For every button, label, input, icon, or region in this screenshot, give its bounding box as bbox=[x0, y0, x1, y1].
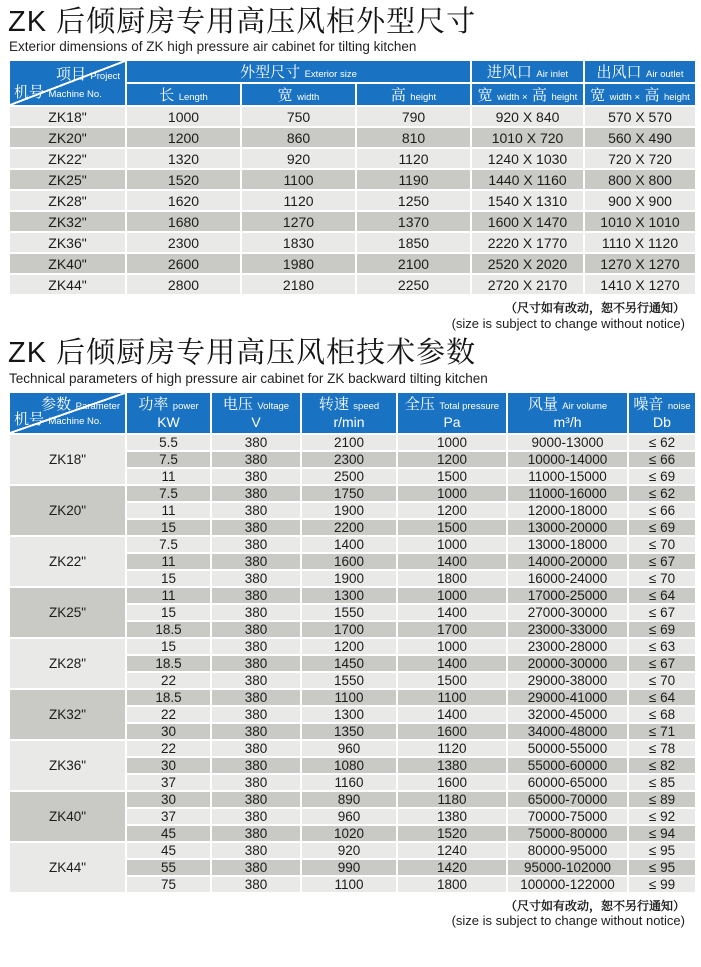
parameter-cell: 11000-15000 bbox=[507, 468, 628, 485]
parameter-cell: 29000-41000 bbox=[507, 689, 628, 706]
parameter-cell: 1400 bbox=[397, 706, 507, 723]
parameter-cell: 380 bbox=[211, 825, 301, 842]
parameter-cell: 32000-45000 bbox=[507, 706, 628, 723]
section1-subtitle: Exterior dimensions of ZK high pressure air cabinet for tilting kitchen bbox=[9, 39, 417, 55]
parameter-cell: 1200 bbox=[397, 451, 507, 468]
note-chinese: （尺寸如有改动，恕不另行通知） bbox=[504, 301, 685, 316]
parameter-cell: 37 bbox=[126, 808, 211, 825]
parameter-cell: 380 bbox=[211, 468, 301, 485]
exterior-table-row bbox=[9, 127, 696, 148]
parameter-cell: 1500 bbox=[397, 468, 507, 485]
note-chinese: （尺寸如有改动，恕不另行通知） bbox=[504, 898, 685, 913]
header-total-pressure: 全压 Total pressure Pa bbox=[397, 392, 507, 434]
dimension-cell: 1270 X 1270 bbox=[584, 253, 696, 274]
parameter-cell: ≤ 70 bbox=[628, 570, 696, 587]
parameter-cell: ≤ 66 bbox=[628, 451, 696, 468]
note-english: (size is subject to change without notice) bbox=[451, 315, 685, 331]
parameter-cell: 380 bbox=[211, 587, 301, 604]
parameter-cell: 13000-18000 bbox=[507, 536, 628, 553]
parameter-cell: 7.5 bbox=[126, 451, 211, 468]
dimension-cell: 1680 bbox=[126, 211, 241, 232]
parameter-cell: 1400 bbox=[397, 604, 507, 621]
parameter-cell: ≤ 62 bbox=[628, 485, 696, 502]
parameter-cell: 380 bbox=[211, 672, 301, 689]
dimension-cell: 1010 X 1010 bbox=[584, 211, 696, 232]
parameter-cell: 380 bbox=[211, 519, 301, 536]
machine-no-cell: ZK25" bbox=[9, 169, 126, 190]
parameter-cell: 380 bbox=[211, 876, 301, 893]
machine-no-cell: ZK20" bbox=[9, 485, 126, 536]
parameter-cell: 1120 bbox=[397, 740, 507, 757]
parameter-cell: ≤ 92 bbox=[628, 808, 696, 825]
parameter-cell: ≤ 95 bbox=[628, 842, 696, 859]
parameter-cell: 1700 bbox=[397, 621, 507, 638]
exterior-table-body bbox=[9, 106, 696, 295]
header-speed: 转速 speed r/min bbox=[301, 392, 397, 434]
exterior-table-row bbox=[9, 211, 696, 232]
dimension-cell: 2600 bbox=[126, 253, 241, 274]
parameter-cell: 1180 bbox=[397, 791, 507, 808]
parameter-cell: 50000-55000 bbox=[507, 740, 628, 757]
parameter-cell: 55 bbox=[126, 859, 211, 876]
corner-project-label: 项目 Project bbox=[55, 66, 120, 84]
parameter-cell: 960 bbox=[301, 740, 397, 757]
header-voltage: 电压 Voltage V bbox=[211, 392, 301, 434]
technical-parameters-table bbox=[8, 391, 697, 894]
dimension-cell: 920 X 840 bbox=[471, 106, 584, 127]
parameter-cell: 60000-65000 bbox=[507, 774, 628, 791]
parameters-table-row bbox=[9, 536, 696, 553]
parameter-cell: ≤ 64 bbox=[628, 689, 696, 706]
parameters-table-body bbox=[9, 434, 696, 893]
parameter-cell: 15 bbox=[126, 519, 211, 536]
dimension-cell: 1540 X 1310 bbox=[471, 190, 584, 211]
parameter-cell: 1020 bbox=[301, 825, 397, 842]
parameter-cell: 1550 bbox=[301, 604, 397, 621]
section-exterior-dimensions bbox=[8, 6, 695, 331]
dimension-cell: 1200 bbox=[126, 127, 241, 148]
parameter-cell: 17000-25000 bbox=[507, 587, 628, 604]
parameters-table-row bbox=[9, 485, 696, 502]
dimension-cell: 720 X 720 bbox=[584, 148, 696, 169]
parameter-cell: 380 bbox=[211, 689, 301, 706]
parameter-cell: 1000 bbox=[397, 587, 507, 604]
dimension-cell: 1000 bbox=[126, 106, 241, 127]
dimension-cell: 2520 X 2020 bbox=[471, 253, 584, 274]
parameter-cell: 27000-30000 bbox=[507, 604, 628, 621]
parameter-cell: 45 bbox=[126, 842, 211, 859]
parameter-cell: 1450 bbox=[301, 655, 397, 672]
header-width: 宽 width bbox=[241, 83, 356, 106]
dimension-cell: 800 X 800 bbox=[584, 169, 696, 190]
dimension-cell: 1850 bbox=[356, 232, 471, 253]
parameter-cell: 1380 bbox=[397, 808, 507, 825]
section2-title: ZK 后倾厨房专用高压风柜技术参数 bbox=[8, 337, 477, 370]
dimension-cell: 1600 X 1470 bbox=[471, 211, 584, 232]
parameter-cell: 1600 bbox=[397, 723, 507, 740]
parameter-cell: ≤ 64 bbox=[628, 587, 696, 604]
parameter-cell: 9000-13000 bbox=[507, 434, 628, 451]
exterior-table-row bbox=[9, 190, 696, 211]
parameter-cell: 11 bbox=[126, 587, 211, 604]
parameter-cell: 1500 bbox=[397, 672, 507, 689]
machine-no-cell: ZK25" bbox=[9, 587, 126, 638]
dimension-cell: 2300 bbox=[126, 232, 241, 253]
parameter-cell: ≤ 71 bbox=[628, 723, 696, 740]
parameter-cell: ≤ 68 bbox=[628, 706, 696, 723]
parameter-cell: 13000-20000 bbox=[507, 519, 628, 536]
parameter-cell: 80000-95000 bbox=[507, 842, 628, 859]
parameter-cell: 380 bbox=[211, 638, 301, 655]
parameter-cell: 890 bbox=[301, 791, 397, 808]
parameter-cell: 7.5 bbox=[126, 485, 211, 502]
parameter-cell: ≤ 69 bbox=[628, 519, 696, 536]
parameter-cell: 380 bbox=[211, 706, 301, 723]
dimension-cell: 790 bbox=[356, 106, 471, 127]
parameters-table-row bbox=[9, 587, 696, 604]
parameter-cell: 1900 bbox=[301, 570, 397, 587]
corner-cell-project-machine bbox=[9, 60, 126, 106]
dimension-cell: 1370 bbox=[356, 211, 471, 232]
parameter-cell: 15 bbox=[126, 604, 211, 621]
size-change-note bbox=[8, 899, 685, 929]
parameter-cell: 34000-48000 bbox=[507, 723, 628, 740]
machine-no-cell: ZK22" bbox=[9, 148, 126, 169]
parameter-cell: 1800 bbox=[397, 876, 507, 893]
header-inlet-wxh: 宽 width × 高 height bbox=[471, 83, 584, 106]
section-technical-parameters bbox=[8, 337, 695, 928]
parameter-cell: ≤ 70 bbox=[628, 672, 696, 689]
parameter-cell: 18.5 bbox=[126, 655, 211, 672]
parameter-cell: 75 bbox=[126, 876, 211, 893]
parameter-cell: 1000 bbox=[397, 638, 507, 655]
dimension-cell: 1100 bbox=[241, 169, 356, 190]
dimension-cell: 2720 X 2170 bbox=[471, 274, 584, 295]
dimension-cell: 810 bbox=[356, 127, 471, 148]
parameters-table-row bbox=[9, 791, 696, 808]
parameter-cell: 1300 bbox=[301, 587, 397, 604]
header-air-outlet: 出风口 Air outlet bbox=[584, 60, 696, 83]
parameter-cell: 380 bbox=[211, 774, 301, 791]
machine-no-cell: ZK28" bbox=[9, 190, 126, 211]
machine-no-cell: ZK20" bbox=[9, 127, 126, 148]
parameter-cell: ≤ 89 bbox=[628, 791, 696, 808]
dimension-cell: 570 X 570 bbox=[584, 106, 696, 127]
parameter-cell: 380 bbox=[211, 859, 301, 876]
corner-machine-label: 机号 Machine No. bbox=[14, 84, 102, 102]
dimension-cell: 1320 bbox=[126, 148, 241, 169]
exterior-table-row bbox=[9, 148, 696, 169]
parameter-cell: 1100 bbox=[397, 689, 507, 706]
parameter-cell: 380 bbox=[211, 570, 301, 587]
machine-no-cell: ZK36" bbox=[9, 232, 126, 253]
dimension-cell: 1010 X 720 bbox=[471, 127, 584, 148]
parameter-cell: 1700 bbox=[301, 621, 397, 638]
parameter-cell: 380 bbox=[211, 757, 301, 774]
exterior-table-row bbox=[9, 253, 696, 274]
parameter-cell: 10000-14000 bbox=[507, 451, 628, 468]
dimension-cell: 1240 X 1030 bbox=[471, 148, 584, 169]
parameter-cell: 100000-122000 bbox=[507, 876, 628, 893]
exterior-table-row bbox=[9, 169, 696, 190]
header-power: 功率 power KW bbox=[126, 392, 211, 434]
parameter-cell: 380 bbox=[211, 842, 301, 859]
header-air-volume: 风量 Air volume m³/h bbox=[507, 392, 628, 434]
dimension-cell: 1980 bbox=[241, 253, 356, 274]
parameter-cell: 1000 bbox=[397, 485, 507, 502]
header-outlet-wxh: 宽 width × 高 height bbox=[584, 83, 696, 106]
dimension-cell: 900 X 900 bbox=[584, 190, 696, 211]
parameter-cell: 14000-20000 bbox=[507, 553, 628, 570]
parameter-cell: ≤ 85 bbox=[628, 774, 696, 791]
parameter-cell: 30 bbox=[126, 791, 211, 808]
parameter-cell: 380 bbox=[211, 655, 301, 672]
exterior-table-row bbox=[9, 106, 696, 127]
parameter-cell: 2300 bbox=[301, 451, 397, 468]
exterior-table-row bbox=[9, 274, 696, 295]
parameter-cell: 1200 bbox=[397, 502, 507, 519]
parameter-cell: 29000-38000 bbox=[507, 672, 628, 689]
parameter-cell: ≤ 95 bbox=[628, 859, 696, 876]
machine-no-cell: ZK22" bbox=[9, 536, 126, 587]
exterior-table-row bbox=[9, 232, 696, 253]
parameter-cell: 23000-28000 bbox=[507, 638, 628, 655]
size-change-note bbox=[8, 301, 685, 331]
parameter-cell: 1240 bbox=[397, 842, 507, 859]
parameter-cell: 380 bbox=[211, 723, 301, 740]
parameter-cell: ≤ 67 bbox=[628, 655, 696, 672]
parameter-cell: 55000-60000 bbox=[507, 757, 628, 774]
parameters-table-row bbox=[9, 842, 696, 859]
parameter-cell: 1750 bbox=[301, 485, 397, 502]
header-noise: 噪音 noise Db bbox=[628, 392, 696, 434]
parameter-cell: 22 bbox=[126, 672, 211, 689]
parameter-cell: 380 bbox=[211, 604, 301, 621]
parameter-cell: 380 bbox=[211, 485, 301, 502]
machine-no-cell: ZK44" bbox=[9, 274, 126, 295]
dimension-cell: 1120 bbox=[241, 190, 356, 211]
dimension-cell: 1270 bbox=[241, 211, 356, 232]
parameter-cell: 380 bbox=[211, 451, 301, 468]
parameter-cell: 1160 bbox=[301, 774, 397, 791]
dimension-cell: 920 bbox=[241, 148, 356, 169]
parameter-cell: ≤ 67 bbox=[628, 553, 696, 570]
header-air-inlet: 进风口 Air inlet bbox=[471, 60, 584, 83]
parameter-cell: 22 bbox=[126, 740, 211, 757]
parameter-cell: 1400 bbox=[397, 655, 507, 672]
parameters-table-row bbox=[9, 740, 696, 757]
parameters-table-row bbox=[9, 689, 696, 706]
parameter-cell: 15 bbox=[126, 570, 211, 587]
section1-title: ZK 后倾厨房专用高压风柜外型尺寸 bbox=[8, 6, 477, 38]
dimension-cell: 560 X 490 bbox=[584, 127, 696, 148]
corner-machine-label: 机号 Machine No. bbox=[14, 410, 102, 428]
parameter-cell: 7.5 bbox=[126, 536, 211, 553]
parameter-cell: 990 bbox=[301, 859, 397, 876]
parameter-cell: 37 bbox=[126, 774, 211, 791]
parameter-cell: 1000 bbox=[397, 434, 507, 451]
dimension-cell: 2220 X 1770 bbox=[471, 232, 584, 253]
parameter-cell: 1100 bbox=[301, 689, 397, 706]
parameter-cell: 1380 bbox=[397, 757, 507, 774]
dimension-cell: 860 bbox=[241, 127, 356, 148]
parameter-cell: ≤ 70 bbox=[628, 536, 696, 553]
parameters-table-row bbox=[9, 434, 696, 451]
parameters-table-header bbox=[9, 392, 696, 434]
dimension-cell: 1120 bbox=[356, 148, 471, 169]
machine-no-cell: ZK32" bbox=[9, 689, 126, 740]
parameter-cell: 11 bbox=[126, 468, 211, 485]
dimension-cell: 2100 bbox=[356, 253, 471, 274]
parameter-cell: 1080 bbox=[301, 757, 397, 774]
parameter-cell: ≤ 69 bbox=[628, 468, 696, 485]
parameter-cell: 1500 bbox=[397, 519, 507, 536]
parameter-cell: 65000-70000 bbox=[507, 791, 628, 808]
parameter-cell: 1300 bbox=[301, 706, 397, 723]
parameter-cell: 75000-80000 bbox=[507, 825, 628, 842]
header-length: 长 Length bbox=[126, 83, 241, 106]
parameter-cell: 2200 bbox=[301, 519, 397, 536]
machine-no-cell: ZK40" bbox=[9, 791, 126, 842]
parameter-cell: 1800 bbox=[397, 570, 507, 587]
dimension-cell: 2180 bbox=[241, 274, 356, 295]
parameter-cell: 1600 bbox=[397, 774, 507, 791]
parameter-cell: 2500 bbox=[301, 468, 397, 485]
parameter-cell: 1550 bbox=[301, 672, 397, 689]
parameter-cell: 23000-33000 bbox=[507, 621, 628, 638]
parameter-cell: 1420 bbox=[397, 859, 507, 876]
header-exterior-size: 外型尺寸 Exterior size bbox=[126, 60, 471, 83]
parameter-cell: 380 bbox=[211, 621, 301, 638]
corner-parameter-label: 参数 Parameter bbox=[41, 395, 120, 413]
dimension-cell: 2800 bbox=[126, 274, 241, 295]
parameter-cell: 1900 bbox=[301, 502, 397, 519]
parameter-cell: 12000-18000 bbox=[507, 502, 628, 519]
parameter-cell: 2100 bbox=[301, 434, 397, 451]
parameter-cell: 30 bbox=[126, 723, 211, 740]
dimension-cell: 1830 bbox=[241, 232, 356, 253]
exterior-dimensions-table bbox=[8, 59, 697, 296]
parameter-cell: ≤ 82 bbox=[628, 757, 696, 774]
parameter-cell: 11 bbox=[126, 502, 211, 519]
machine-no-cell: ZK28" bbox=[9, 638, 126, 689]
parameter-cell: 11000-16000 bbox=[507, 485, 628, 502]
header-height: 高 height bbox=[356, 83, 471, 106]
parameter-cell: ≤ 94 bbox=[628, 825, 696, 842]
machine-no-cell: ZK44" bbox=[9, 842, 126, 893]
parameter-cell: 95000-102000 bbox=[507, 859, 628, 876]
parameter-cell: 380 bbox=[211, 791, 301, 808]
parameter-cell: 960 bbox=[301, 808, 397, 825]
dimension-cell: 1520 bbox=[126, 169, 241, 190]
parameter-cell: 18.5 bbox=[126, 689, 211, 706]
dimension-cell: 1620 bbox=[126, 190, 241, 211]
section2-subtitle: Technical parameters of high pressure air cabinet for ZK backward tilting kitchen bbox=[9, 370, 488, 386]
parameter-cell: 30 bbox=[126, 757, 211, 774]
parameter-cell: 5.5 bbox=[126, 434, 211, 451]
parameter-cell: 1400 bbox=[397, 553, 507, 570]
parameter-cell: 380 bbox=[211, 808, 301, 825]
parameters-table-row bbox=[9, 638, 696, 655]
parameter-cell: 1600 bbox=[301, 553, 397, 570]
dimension-cell: 1110 X 1120 bbox=[584, 232, 696, 253]
parameter-cell: ≤ 67 bbox=[628, 604, 696, 621]
parameter-cell: 380 bbox=[211, 740, 301, 757]
parameter-cell: 920 bbox=[301, 842, 397, 859]
parameter-cell: ≤ 62 bbox=[628, 434, 696, 451]
parameter-cell: ≤ 63 bbox=[628, 638, 696, 655]
parameter-cell: 380 bbox=[211, 502, 301, 519]
parameter-cell: ≤ 66 bbox=[628, 502, 696, 519]
machine-no-cell: ZK18" bbox=[9, 106, 126, 127]
parameter-cell: 16000-24000 bbox=[507, 570, 628, 587]
parameter-cell: 1000 bbox=[397, 536, 507, 553]
dimension-cell: 1250 bbox=[356, 190, 471, 211]
machine-no-cell: ZK18" bbox=[9, 434, 126, 485]
parameter-cell: ≤ 69 bbox=[628, 621, 696, 638]
dimension-cell: 1410 X 1270 bbox=[584, 274, 696, 295]
parameter-cell: 11 bbox=[126, 553, 211, 570]
dimension-cell: 750 bbox=[241, 106, 356, 127]
parameter-cell: 15 bbox=[126, 638, 211, 655]
parameter-cell: ≤ 78 bbox=[628, 740, 696, 757]
machine-no-cell: ZK32" bbox=[9, 211, 126, 232]
parameter-cell: 45 bbox=[126, 825, 211, 842]
parameter-cell: 18.5 bbox=[126, 621, 211, 638]
corner-cell-parameter-machine bbox=[9, 392, 126, 434]
parameter-cell: 380 bbox=[211, 536, 301, 553]
parameter-cell: 1350 bbox=[301, 723, 397, 740]
dimension-cell: 2250 bbox=[356, 274, 471, 295]
parameter-cell: 380 bbox=[211, 553, 301, 570]
parameter-cell: 1520 bbox=[397, 825, 507, 842]
machine-no-cell: ZK40" bbox=[9, 253, 126, 274]
parameter-cell: 70000-75000 bbox=[507, 808, 628, 825]
dimension-cell: 1190 bbox=[356, 169, 471, 190]
dimension-cell: 1440 X 1160 bbox=[471, 169, 584, 190]
machine-no-cell: ZK36" bbox=[9, 740, 126, 791]
parameter-cell: 1400 bbox=[301, 536, 397, 553]
parameter-cell: 22 bbox=[126, 706, 211, 723]
parameter-cell: ≤ 99 bbox=[628, 876, 696, 893]
exterior-table-header bbox=[9, 60, 696, 106]
parameter-cell: 20000-30000 bbox=[507, 655, 628, 672]
note-english: (size is subject to change without notice) bbox=[451, 913, 685, 929]
parameter-cell: 1200 bbox=[301, 638, 397, 655]
parameter-cell: 1100 bbox=[301, 876, 397, 893]
parameter-cell: 380 bbox=[211, 434, 301, 451]
